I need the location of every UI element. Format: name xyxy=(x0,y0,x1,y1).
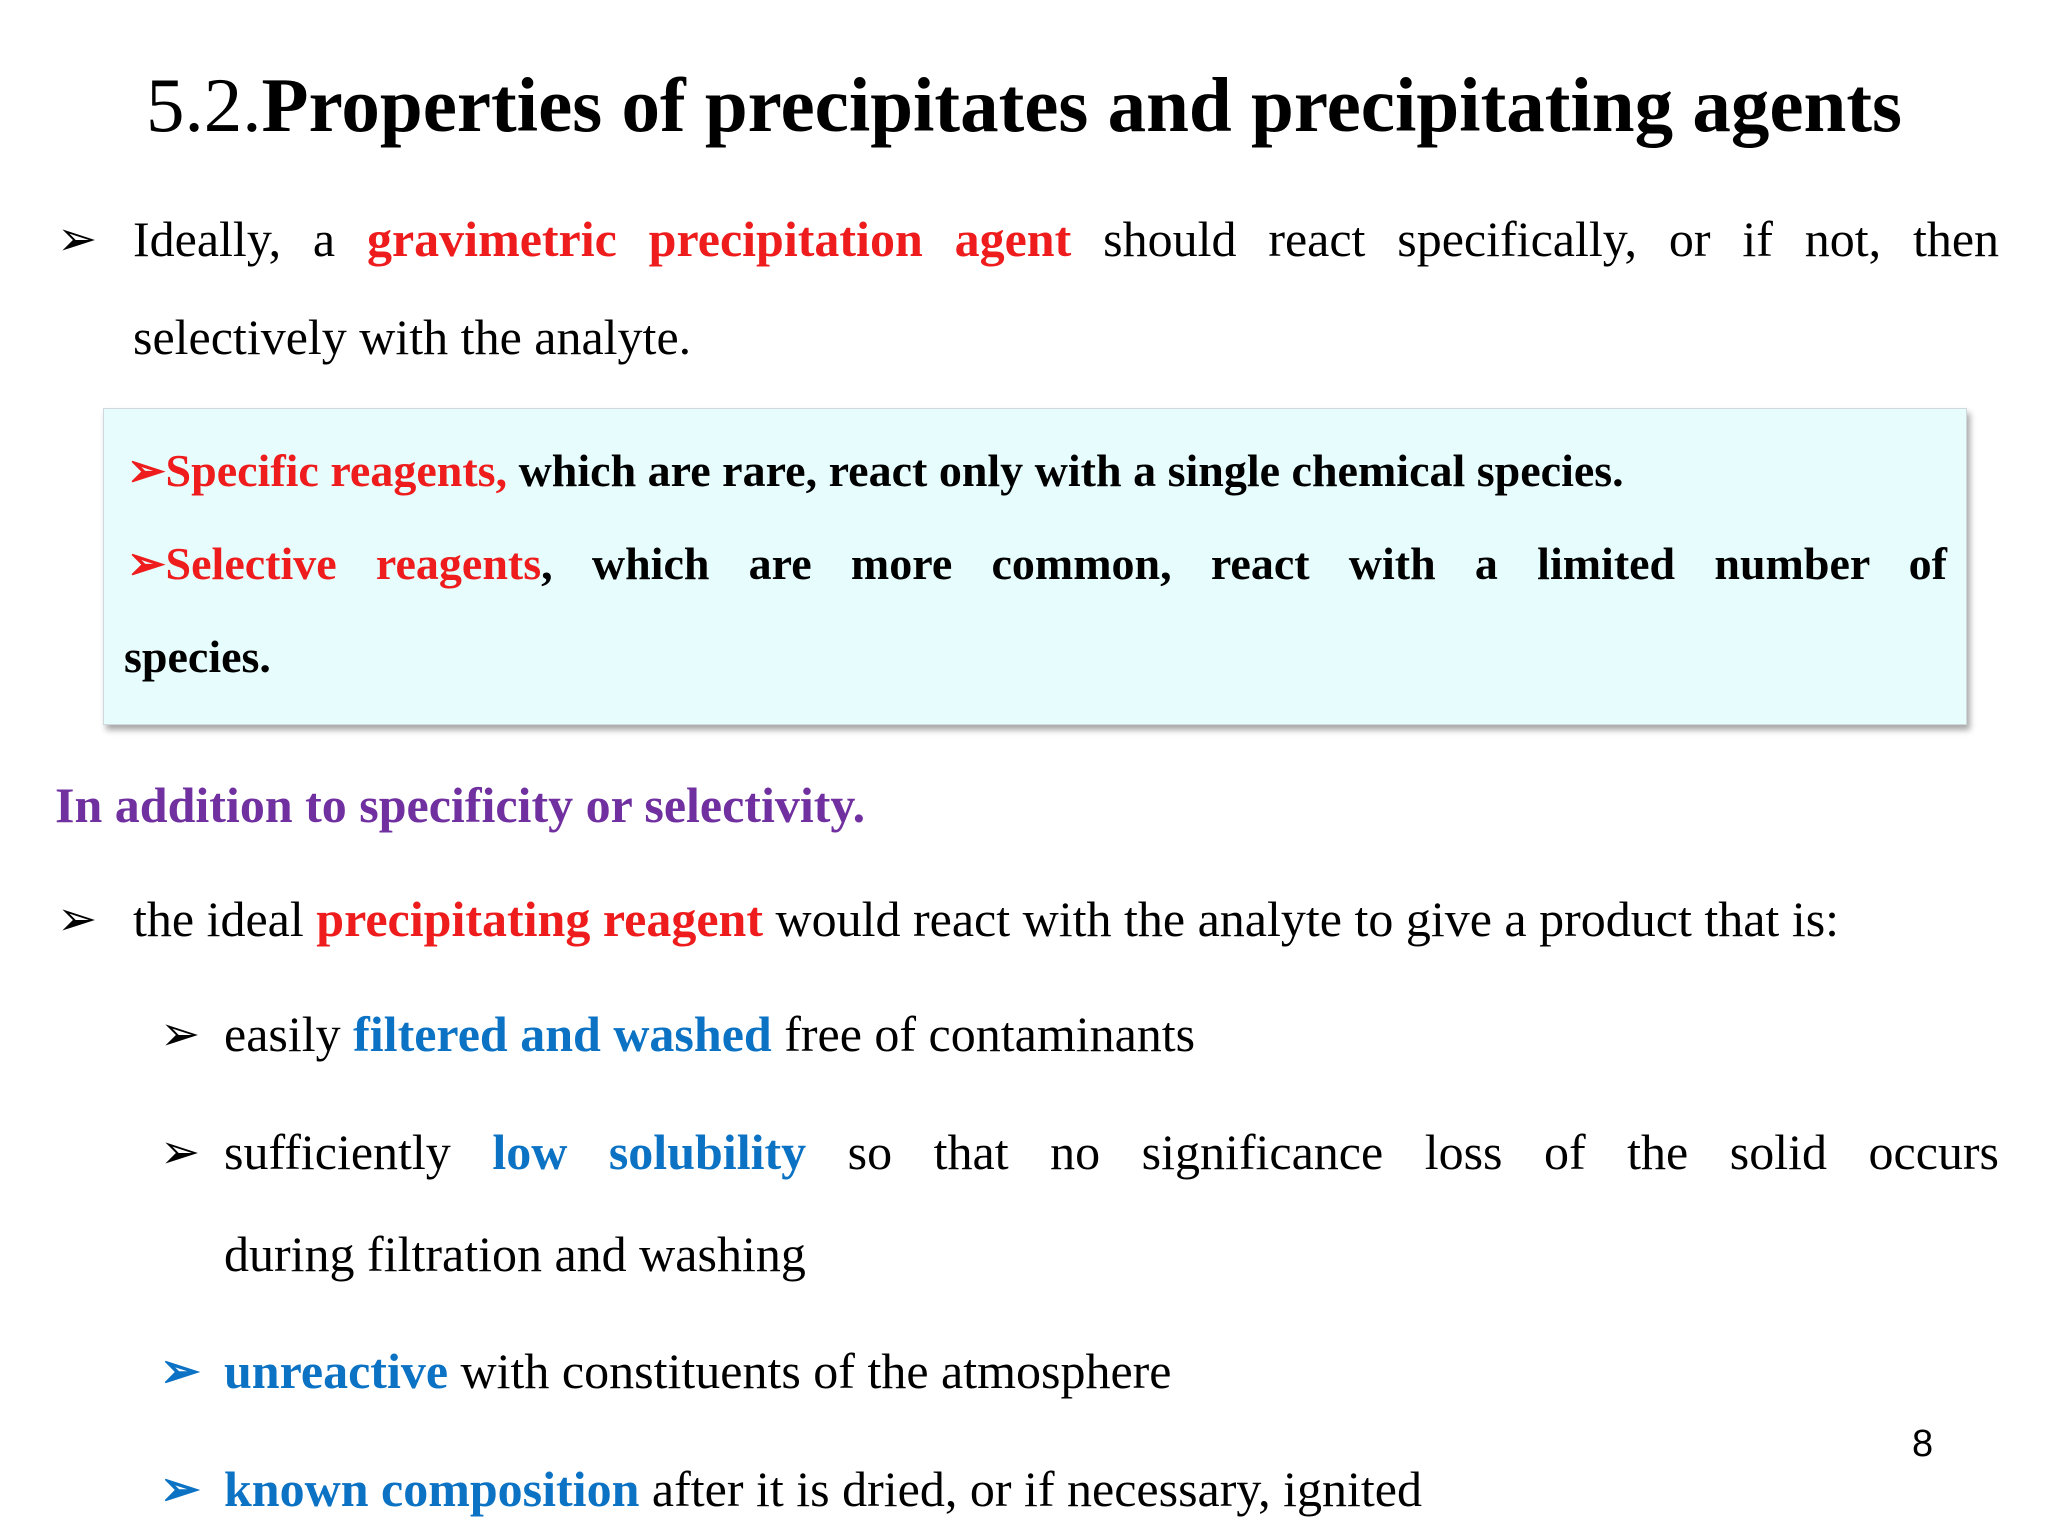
box-arrow-icon: ➢ xyxy=(127,445,166,496)
sub-arrow-icon: ➢ xyxy=(160,1463,201,1516)
slide-title xyxy=(0,55,2048,155)
title-number: 5.2. xyxy=(146,62,262,148)
p2-line xyxy=(133,887,1839,951)
box-item2-line2: species. xyxy=(124,631,271,682)
sub-arrow-icon: ➢ xyxy=(160,1345,201,1398)
section-heading: In addition to specificity or selectivity. xyxy=(55,777,866,833)
sub-item-unreactive xyxy=(224,1339,1172,1403)
sub1-line2: during filtration and washing xyxy=(224,1226,806,1282)
bullet-arrow-icon: ➢ xyxy=(57,213,98,266)
p1-line2: selectively with the analyte. xyxy=(133,309,692,365)
sub2-post: with constituents of the atmosphere xyxy=(460,1343,1172,1399)
title-text: Properties of precipitates and precipitating agents xyxy=(261,62,1902,148)
sub3-highlight: known composition xyxy=(224,1461,640,1517)
sub0-post: free of contaminants xyxy=(784,1006,1196,1062)
box-item1-post: which are rare, react only with a single chemical species. xyxy=(518,445,1624,496)
sub1-pre: sufficiently xyxy=(224,1124,451,1180)
bullet-arrow-icon: ➢ xyxy=(57,893,98,946)
reagents-box xyxy=(103,408,1967,725)
box-item-specific xyxy=(127,441,1624,501)
p1-pre: Ideally, a xyxy=(133,211,336,267)
sub2-highlight: unreactive xyxy=(224,1343,449,1399)
box-arrow-icon: ➢ xyxy=(127,538,166,589)
page-number: 8 xyxy=(1912,1423,1934,1465)
sub-item-filtered xyxy=(224,1002,1195,1066)
p1-highlight: gravimetric precipitation agent xyxy=(366,211,1072,267)
sub-arrow-icon: ➢ xyxy=(160,1126,201,1179)
sub3-post: after it is dried, or if necessary, ignited xyxy=(651,1461,1422,1517)
sub-arrow-icon: ➢ xyxy=(160,1008,201,1061)
box-item2-highlight: Selective reagents xyxy=(165,538,542,589)
p2-highlight: precipitating reagent xyxy=(316,891,763,947)
sub1-post: so that no significance loss of the solid occurs xyxy=(847,1124,2000,1180)
p1-line1 xyxy=(133,207,1999,271)
sub0-highlight: filtered and washed xyxy=(353,1006,772,1062)
p2-post: would react with the analyte to give a product that is: xyxy=(775,891,1840,947)
p1-post: should react specifically, or if not, then xyxy=(1103,211,2000,267)
sub-item-solubility xyxy=(224,1120,1999,1184)
p2-pre: the ideal xyxy=(133,891,304,947)
sub0-pre: easily xyxy=(224,1006,341,1062)
box-item1-highlight: Specific reagents, xyxy=(165,445,508,496)
sub-item-composition xyxy=(224,1457,1422,1521)
box-item-selective xyxy=(127,534,1947,594)
box-item2-post: , which are more common, react with a limited number of xyxy=(541,538,1947,589)
sub1-highlight: low solubility xyxy=(492,1124,807,1180)
